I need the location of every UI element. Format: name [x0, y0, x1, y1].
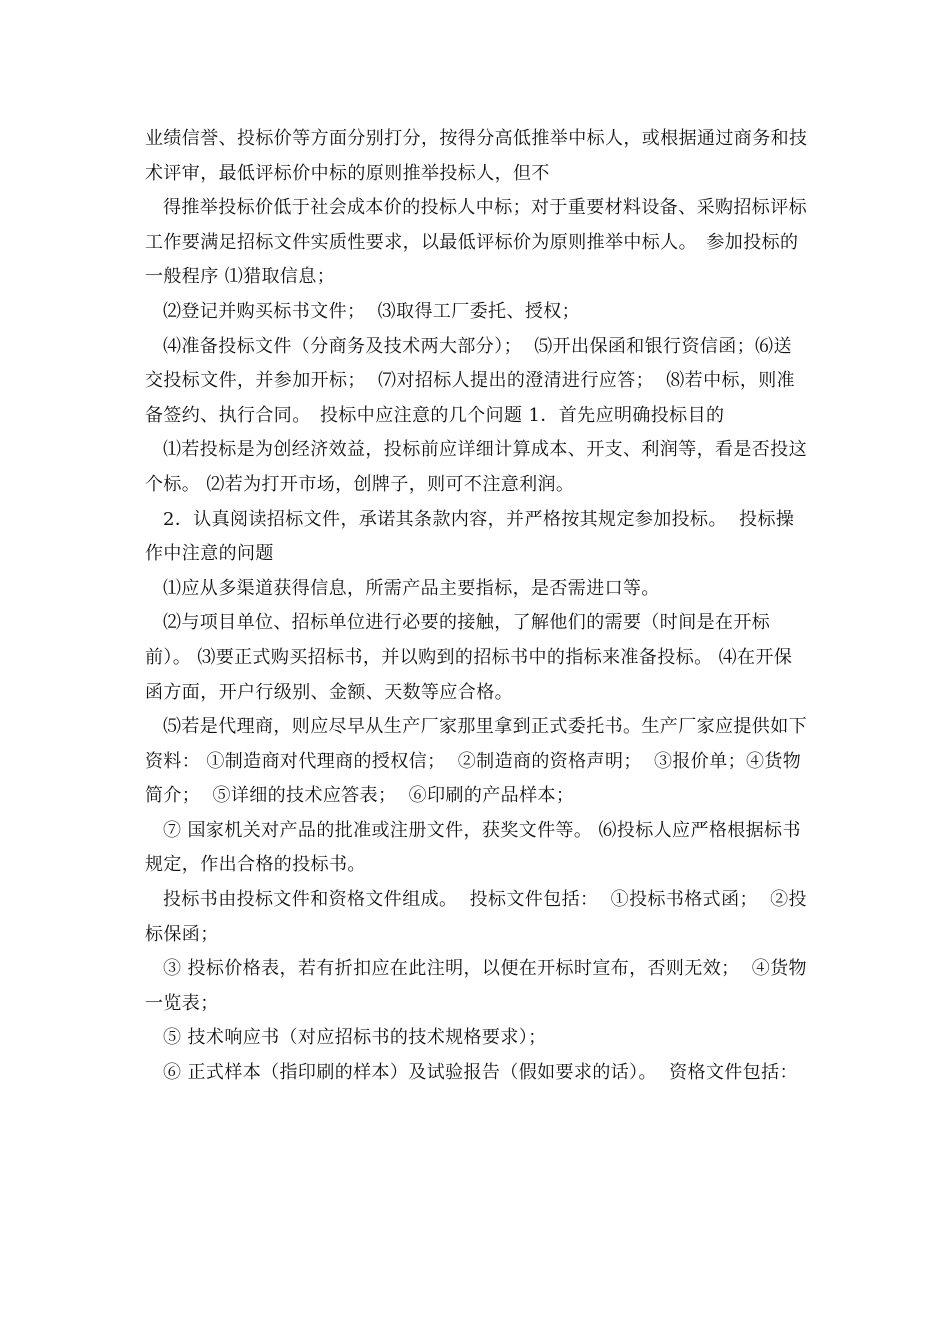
paragraph-3: ⑵登记并购买标书文件； ⑶取得工厂委托、授权；	[163, 300, 581, 322]
document-body	[145, 122, 810, 1091]
paragraph-1: 业绩信誉、投标价等方面分别打分，按得分高低推举中标人，或根据通过商务和技术评审，最低评标价中标的原则推举投标人，但不	[145, 128, 808, 184]
paragraph-6: 2．认真阅读招标文件，承诺其条款内容，并严格按其规定参加投标。 投标操作中注意的问题	[145, 508, 795, 565]
paragraph-10: ⑦ 国家机关对产品的批准或注册文件，获奖文件等。 ⑹投标人应严格根据标书规定，作出合格的投标书。	[145, 819, 801, 876]
paragraph-13: ⑤ 技术响应书（对应招标书的技术规格要求）；	[163, 1027, 547, 1049]
paragraph-11: 投标书由投标文件和资格文件组成。 投标文件包括： ①投标书格式函； ②投标保函；	[145, 889, 807, 945]
paragraph-2: 得推举投标价低于社会成本价的投标人中标；对于重要材料设备、采购招标评标工作要满足招标文件实质性要求，以最低评标价为原则推举中标人。 参加投标的一般程序 ⑴猎取信息；	[145, 197, 807, 288]
paragraph-7: ⑴应从多渠道获得信息，所需产品主要指标，是否需进口等。	[163, 577, 660, 599]
paragraph-12: ③ 投标价格表，若有折扣应在此注明，以便在开标时宣布，否则无效； ④货物一览表；	[145, 958, 807, 1014]
paragraph-9: ⑸若是代理商，则应尽早从生产厂家那里拿到正式委托书。生产厂家应提供如下资料： ①制造商对代理商的授权信； ②制造商的资格声明； ③报价单；④货物简介； ⑤详细的技术应答表； ⑥印刷的产品样本；	[145, 716, 807, 807]
paragraph-8: ⑵与项目单位、招标单位进行必要的接触，了解他们的需要（时间是在开标前）。 ⑶要正式购买招标书，并以购到的招标书中的指标来准备投标。 ⑷在开保函方面，开户行级别、金额、天数等应合格。	[145, 612, 793, 703]
paragraph-14: ⑥ 正式样本（指印刷的样本）及试验报告（假如要求的话）。 资格文件包括：	[163, 1062, 798, 1084]
paragraph-5: ⑴若投标是为创经济效益，投标前应详细计算成本、开支、利润等，看是否投这个标。 ⑵若为打开市场，创牌子，则可不注意利润。	[145, 439, 807, 495]
paragraph-4: ⑷准备投标文件（分商务及技术两大部分）； ⑸开出保函和银行资信函；⑹送交投标文件，并参加开标； ⑺对招标人提出的澄清进行应答； ⑻若中标，则准备签约、执行合同。 投标中应注意的几个问题 1．首先应明确投标目的	[145, 335, 796, 426]
